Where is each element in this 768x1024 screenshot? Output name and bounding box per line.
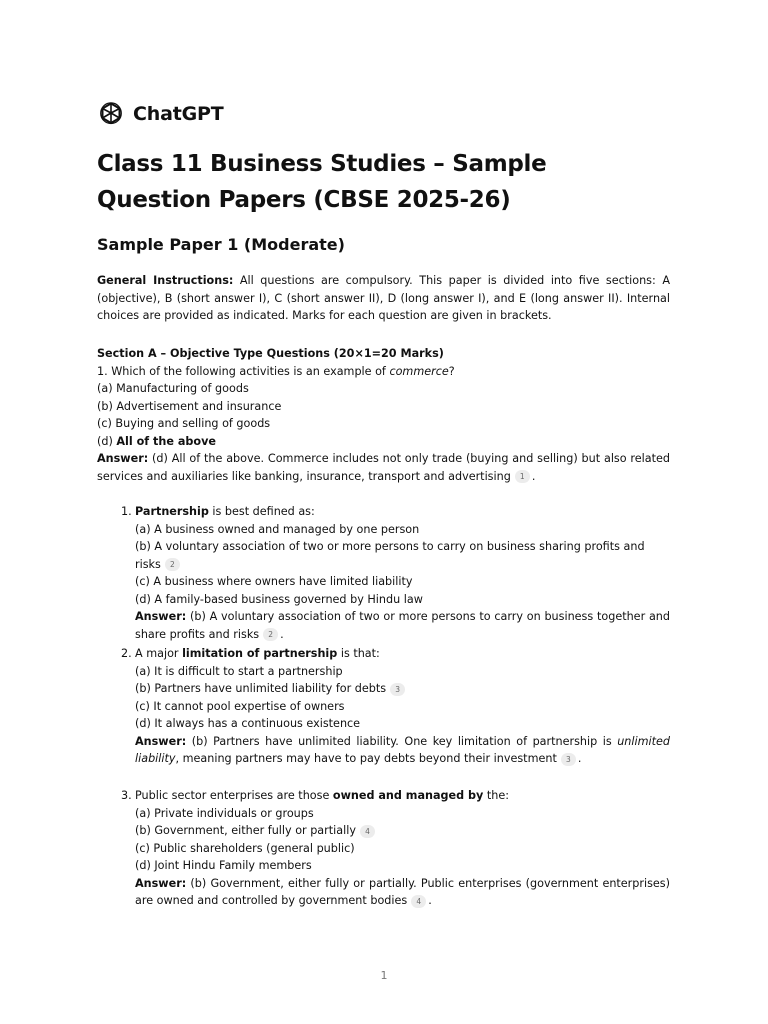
instructions-label: General Instructions: bbox=[97, 274, 234, 287]
option-b: (b) A voluntary association of two or more persons to carry on business sharing profits and risks 2 bbox=[135, 540, 645, 571]
option-d: (d) Joint Hindu Family members bbox=[135, 859, 312, 872]
q1-option-b: (b) Advertisement and insurance bbox=[97, 399, 282, 413]
option-a: (a) It is difficult to start a partnership bbox=[135, 664, 343, 678]
q1-option-c: (c) Buying and selling of goods bbox=[97, 417, 271, 430]
q1-option-d: (d) All of the above bbox=[97, 434, 216, 448]
brand-name: ChatGPT bbox=[133, 103, 224, 125]
answer: Answer: (b) Government, either fully or partially. Public enterprises (government enterprises) are owned and controlled by government bodies 4 . bbox=[135, 876, 670, 907]
citation-badge[interactable]: 2 bbox=[263, 628, 278, 641]
option-b: (b) Government, either fully or partially 4 bbox=[135, 822, 670, 840]
option-b: (b) Partners have unlimited liability for debts 3 bbox=[135, 680, 670, 698]
brand bbox=[97, 100, 223, 128]
question-stem: A major limitation of partnership is that: bbox=[135, 647, 380, 660]
option-d: (d) A family-based business governed by Hindu law bbox=[135, 592, 423, 606]
instructions-text: All questions are compulsory. This paper is divided into five sections: A (objective), B (short answer I), C (short answer II), D (long answer I), and E (long answer II). Internal choices are provided as indicated. Marks for each question are given in brackets. bbox=[97, 274, 670, 322]
question-stem: Public sector enterprises are those owned and managed by the: bbox=[135, 789, 510, 802]
citation-badge[interactable]: 3 bbox=[390, 683, 405, 696]
q1-stem: 1. Which of the following activities is an example of commerce? bbox=[97, 364, 455, 378]
answer: Answer: (b) Partners have unlimited liability. One key limitation of partnership is unlimited liability, meaning partners may have to pay debts beyond their investment 3 . bbox=[135, 734, 670, 765]
citation-badge[interactable]: 2 bbox=[165, 558, 180, 571]
question-stem: Partnership is best defined as: bbox=[135, 505, 315, 518]
question-number: 3. bbox=[121, 789, 132, 802]
option-a: (a) A business owned and managed by one person bbox=[135, 522, 420, 536]
citation-badge[interactable]: 4 bbox=[360, 825, 375, 838]
option-c: (c) It cannot pool expertise of owners bbox=[135, 699, 345, 713]
question-item bbox=[121, 787, 670, 910]
question-item bbox=[121, 645, 670, 768]
page-number: 1 bbox=[380, 969, 388, 982]
section-a bbox=[97, 345, 670, 485]
question-item bbox=[121, 503, 670, 643]
option-c: (c) Public shareholders (general public) bbox=[135, 841, 355, 855]
citation-badge[interactable]: 4 bbox=[411, 895, 426, 908]
option-d: (d) It always has a continuous existence bbox=[135, 717, 361, 730]
section-a-heading: Section A – Objective Type Questions (20×1=20 Marks) bbox=[97, 347, 444, 360]
chatgpt-logo-icon bbox=[97, 100, 125, 128]
citation-badge[interactable]: 3 bbox=[561, 753, 576, 766]
answer: Answer: (b) A voluntary association of two or more persons to carry on business together and share profits and risks 2 . bbox=[135, 610, 670, 641]
question-number: 1. bbox=[121, 505, 132, 518]
paper-subtitle: Sample Paper 1 (Moderate) bbox=[97, 235, 345, 254]
q1-answer: Answer: (d) All of the above. Commerce includes not only trade (buying and selling) but also related services and auxiliaries like banking, insurance, transport and advertising 1 . bbox=[97, 452, 670, 483]
general-instructions bbox=[97, 272, 670, 325]
document-title: Class 11 Business Studies – Sample Question Papers (CBSE 2025-26) bbox=[97, 151, 547, 213]
option-a: (a) Private individuals or groups bbox=[135, 806, 314, 820]
option-c: (c) A business where owners have limited liability bbox=[135, 575, 413, 588]
citation-badge[interactable]: 1 bbox=[515, 470, 530, 483]
q1-option-a: (a) Manufacturing of goods bbox=[97, 382, 249, 395]
question-number: 2. bbox=[121, 647, 132, 660]
